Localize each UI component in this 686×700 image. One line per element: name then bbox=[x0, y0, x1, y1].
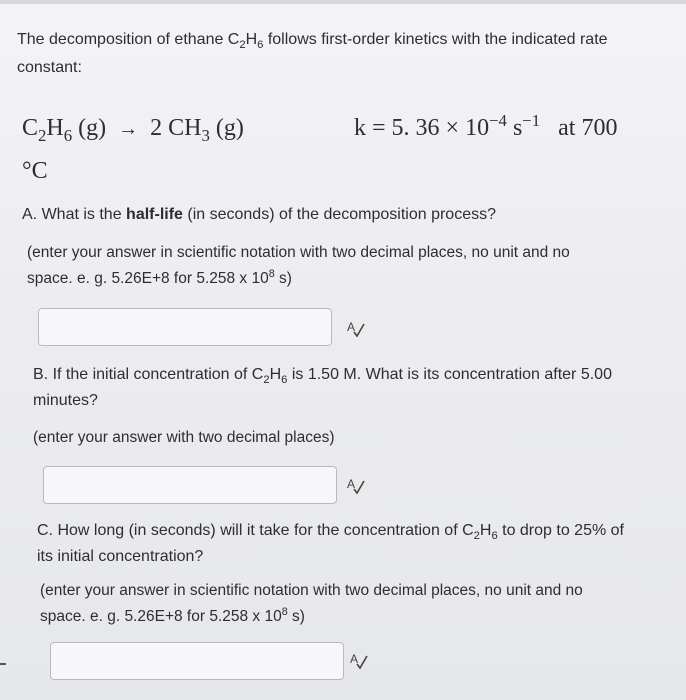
svg-text:A: A bbox=[347, 477, 356, 491]
spellcheck-icon[interactable] bbox=[345, 318, 367, 340]
question-b-title: B. If the initial concentration of $C_2H_6$ is 1.50 M. What is its concentration after 5.00 minutes? bbox=[33, 366, 612, 409]
intro-text-end: follows first-order kinetics with the indicated rate constant: bbox=[17, 31, 608, 76]
intro-subscript-2: 2 bbox=[239, 39, 246, 52]
question-b-hint: (enter your answer with two decimal places) bbox=[33, 429, 335, 446]
answer-a-field[interactable] bbox=[38, 308, 332, 346]
reaction-formula: $C_2H_6$ (g) → 2 $CH_3$ (g) bbox=[22, 115, 244, 145]
answer-c-input[interactable] bbox=[51, 643, 343, 679]
answer-c-field[interactable] bbox=[50, 642, 344, 680]
svg-text:A: A bbox=[347, 320, 356, 334]
spellcheck-icon[interactable] bbox=[345, 475, 367, 497]
edge-marker bbox=[0, 663, 6, 665]
question-c-title: C. How long (in seconds) will it take for the concentration of $C_2H_6$ to drop to 25% of its initial concentration? bbox=[37, 522, 624, 565]
intro-text-start: The decomposition of ethane C bbox=[17, 31, 240, 48]
svg-text:A: A bbox=[350, 652, 359, 666]
question-a-title: A. What is the half-life (in seconds) of the decomposition process? bbox=[22, 206, 496, 223]
reaction-arrow: → bbox=[118, 118, 139, 140]
reaction-equation bbox=[22, 111, 672, 151]
spellcheck-icon[interactable] bbox=[348, 650, 370, 672]
temperature-unit: °C bbox=[22, 158, 48, 184]
question-c-hint: (enter your answer in scientific notation with two decimal places, no unit and no space. e. g. 5.26E+8 for 5.258 x $10^8$ s) bbox=[40, 582, 583, 625]
answer-b-field[interactable] bbox=[43, 466, 337, 504]
intro-h: H bbox=[245, 31, 258, 48]
answer-b-input[interactable] bbox=[44, 467, 336, 503]
answer-a-input[interactable] bbox=[39, 309, 331, 345]
problem-intro bbox=[17, 26, 667, 82]
top-divider bbox=[0, 0, 686, 4]
intro-subscript-6: 6 bbox=[257, 39, 264, 52]
rate-constant: k = 5. $36 \times 10^{-4}$ $s^{-1}$ at 700 bbox=[354, 111, 618, 141]
question-a-hint: (enter your answer in scientific notation with two decimal places, no unit and no space. e. g. 5.26E+8 for 5.258 x $10^8$ s) bbox=[27, 244, 570, 287]
